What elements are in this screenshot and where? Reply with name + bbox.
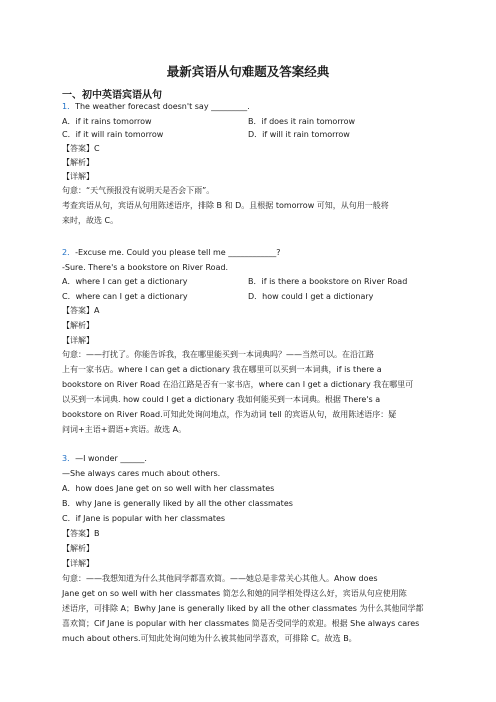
q3-answer: 【答案】B [62,529,100,538]
q3-option-b: B．why Jane is generally liked by all the other classmates [62,499,293,508]
q2-explanation-line: 以买到一本词典. how could I get a dictionary 我如何能买到一本词典。根据 There's a [62,395,381,404]
q3-explanation-line: 喜欢简；Cif Jane is popular with her classmates 简是否受同学的欢迎。根据 She always cares [62,619,420,628]
q2-explanation-line: bookstore on River Road 在沿江路是否有一家书店，where can I get a dictionary 我在哪里可 [62,380,414,389]
q2-explanation-line: 句意：——打扰了。你能告诉我，我在哪里能买到一本词典吗？——当然可以。在沿江路 [62,350,374,359]
question-2-text: -Excuse me. Could you please tell me ____________? [75,248,281,257]
question-1-text: The weather forecast doesn't say _________. [75,102,250,111]
q1-option-a: A．if it rains tomorrow [62,117,152,126]
question-3-text: —I wonder ______. [75,454,147,463]
q2-answer: 【答案】A [62,306,100,315]
q1-answer: 【答案】C [62,144,100,153]
q1-analysis: 【解析】 [62,158,94,167]
q1-explanation-line: 句意：“天气预报没有说明天是否会下雨”。 [62,186,215,195]
q2-analysis: 【解析】 [62,321,94,330]
q1-explanation-line: 来时，故选 C。 [62,216,119,225]
q1-detail: 【详解】 [62,172,94,181]
q3-explanation-line: 句意：——我想知道为什么其他同学都喜欢简。——她总是非常关心其他人。Ahow does [62,574,378,583]
question-1-stem [62,102,250,112]
q1-option-d: D．if will it rain tomorrow [248,130,350,139]
q1-option-c: C．if it will rain tomorrow [62,130,164,139]
q3-option-c: C．if Jane is popular with her classmates [62,514,226,523]
q1-option-b: B．if does it rain tomorrow [248,117,356,126]
q2-option-c: C．where can I get a dictionary [62,292,188,301]
q2-explanation-line: 问词+主语+谓语+宾语。故选 A。 [62,425,187,434]
question-3-stem [62,454,147,464]
q3-explanation-line: much about others.可知此处询问她为什么被其他同学喜欢，可排除 C。故选 B。 [62,634,357,643]
question-2-number: 2． [62,248,76,257]
question-2-stem-reply: -Sure. There's a bookstore on River Road. [62,263,229,272]
question-3-number: 3． [62,454,76,463]
q2-option-a: A．where I can get a dictionary [62,277,188,286]
q3-detail: 【详解】 [62,559,94,568]
q3-analysis: 【解析】 [62,544,94,553]
q2-option-b: B．if is there a bookstore on River Road [248,277,408,286]
question-2-stem [62,248,280,258]
q2-detail: 【详解】 [62,336,94,345]
q1-explanation-line: 考查宾语从句，宾语从句用陈述语序，排除 B 和 D。且根据 tomorrow 可知，从句用一般将 [62,201,389,210]
section-heading: 一、初中英语宾语从句 [62,90,162,101]
q2-explanation-line: bookstore on River Road.可知此处询问地点，作为动词 tell 的宾语从句，故用陈述语序：疑 [62,410,397,419]
q3-explanation-line: 述语序，可排除 A；Bwhy Jane is generally liked by all the other classmates 为什么其他同学都 [62,604,424,613]
question-1-number: 1． [62,102,76,111]
question-3-stem-reply: —She always cares much about others. [62,469,221,478]
q3-option-a: A．how does Jane get on so well with her classmates [62,484,275,493]
q2-option-d: D．how could I get a dictionary [248,292,374,301]
page-title: 最新宾语从句难题及答案经典 [166,64,330,79]
q3-explanation-line: Jane get on so well with her classmates 简怎么和她的同学相处得这么好，宾语从句应使用陈 [62,589,407,598]
q2-explanation-line: 上有一家书店。where I can get a dictionary 我在哪里可以买到一本词典，if is there a [62,365,382,374]
